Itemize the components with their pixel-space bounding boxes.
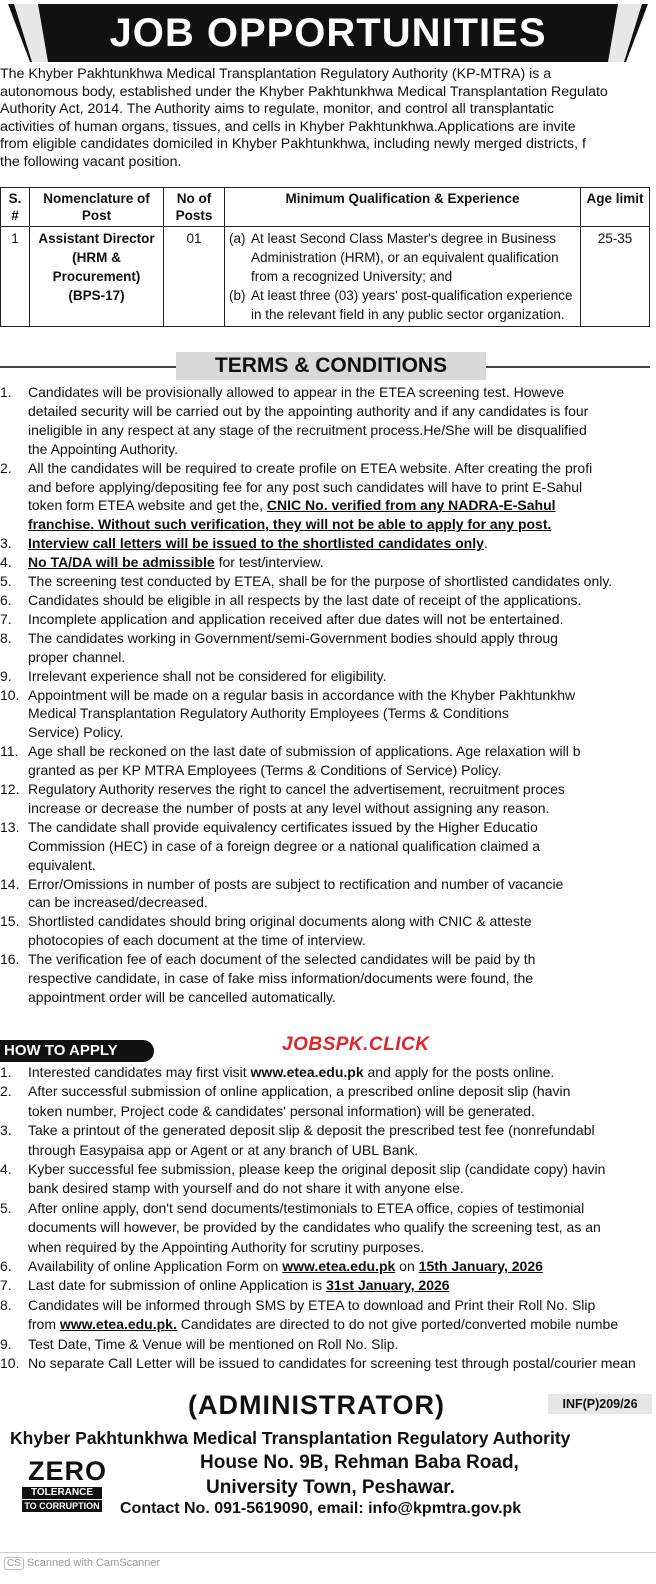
item-line: equivalent. bbox=[28, 856, 96, 873]
contact-info: Contact No. 091-5619090, email: info@kpmtra.gov.pk bbox=[120, 1500, 522, 1517]
item-line: ineligible in any respect at any stage of the recruitment process.He/She will be disqualified bbox=[28, 421, 587, 438]
list-item bbox=[0, 383, 656, 459]
item-number: 6. bbox=[0, 1258, 12, 1275]
item-line: The candidates working in Government/semi-Government bodies should apply throug bbox=[28, 629, 558, 646]
item-bold-text: CNIC No. verified from any NADRA-E-Sahul bbox=[266, 497, 556, 514]
list-item bbox=[0, 1257, 656, 1276]
item-line: detailed security will be carried out by the appointing authority and if any candidates is four bbox=[28, 402, 589, 419]
cell-qualification bbox=[225, 227, 581, 327]
item-number: 1. bbox=[0, 1064, 12, 1080]
item-number: 3. bbox=[0, 535, 12, 552]
cell-age: 25-35 bbox=[581, 227, 650, 327]
how-to-apply-heading: HOW TO APPLY bbox=[0, 1040, 154, 1062]
item-line: The candidate shall provide equivalency certificates issued by the Higher Educatio bbox=[28, 818, 538, 835]
address-line-1: House No. 9B, Rehman Baba Road, bbox=[200, 1452, 519, 1473]
website-link[interactable]: www.etea.edu.pk bbox=[250, 1064, 364, 1080]
qualification-a-text: At least Second Class Master's degree in Business Administration (HRM), or an equivalent qualification from a recognized University; and bbox=[251, 231, 559, 284]
website-link[interactable]: www.etea.edu.pk bbox=[282, 1258, 396, 1275]
organization-name: Khyber Pakhtunkhwa Medical Transplantation Regulatory Authority bbox=[10, 1428, 571, 1448]
list-item bbox=[0, 686, 656, 743]
item-number: 13. bbox=[0, 818, 20, 835]
item-line: Regulatory Authority reserves the right to cancel the advertisement, recruitment proces bbox=[28, 781, 565, 798]
administrator-title: (ADMINISTRATOR) bbox=[188, 1390, 445, 1420]
item-number: 11. bbox=[0, 743, 19, 760]
item-number: 10. bbox=[0, 686, 20, 703]
item-number: 15. bbox=[0, 913, 20, 930]
cell-sno: 1 bbox=[1, 227, 30, 327]
item-bold-text: No TA/DA will be admissible bbox=[28, 554, 215, 571]
item-line: Test Date, Time & Venue will be mentioned on Roll No. Slip. bbox=[28, 1335, 399, 1352]
item-number: 12. bbox=[0, 781, 20, 798]
list-item bbox=[0, 1160, 656, 1199]
list-item bbox=[0, 950, 656, 1007]
intro-paragraph bbox=[0, 66, 652, 171]
tolerance-text: TOLERANCE bbox=[22, 1487, 102, 1499]
item-line: Appointment will be made on a regular basis in accordance with the Khyber Pakhtunkhw bbox=[28, 686, 576, 703]
item-line: After online apply, don't send documents/testimonials to ETEA office, copies of testimonial bbox=[28, 1199, 585, 1216]
list-item bbox=[0, 1063, 656, 1082]
intro-line: from eligible candidates domiciled in Khyber Pakhtunkhwa, including newly merged districts, f bbox=[0, 136, 586, 152]
watermark: JOBSPK.CLICK bbox=[282, 1034, 430, 1055]
intro-line: autonomous body, established under the Khyber Pakhtunkhwa Medical Transplantation Regulato bbox=[0, 83, 608, 100]
item-line: can be increased/decreased. bbox=[28, 894, 208, 911]
item-line: when required by the Appointing Authority for scrutiny purposes. bbox=[28, 1238, 425, 1255]
page-title: JOB OPPORTUNITIES bbox=[109, 11, 547, 55]
item-text: from bbox=[28, 1316, 60, 1333]
vacancy-table bbox=[0, 187, 650, 327]
item-text: token form ETEA website and get the, bbox=[28, 497, 264, 514]
item-line: Error/Omissions in number of posts are subject to rectification and number of vacancie bbox=[28, 875, 564, 892]
item-number: 8. bbox=[0, 629, 12, 646]
list-item bbox=[0, 912, 656, 950]
item-text: Availability of online Application Form on bbox=[28, 1258, 283, 1275]
terms-heading: TERMS & CONDITIONS bbox=[176, 352, 486, 380]
address-line-2: University Town, Peshawar. bbox=[206, 1477, 455, 1498]
item-line: through Easypaisa app or Agent or at any branch of UBL Bank. bbox=[28, 1141, 419, 1158]
cell-posts: 01 bbox=[164, 227, 225, 327]
scanner-text: Scanned with CamScanner bbox=[26, 1557, 161, 1569]
item-text: for test/interview. bbox=[214, 554, 324, 571]
item-text: and apply for the posts online. bbox=[363, 1064, 555, 1080]
list-item bbox=[0, 459, 656, 535]
scanner-note bbox=[4, 1557, 160, 1570]
cell-post: Assistant Director (HRM & Procurement) (BPS-17) bbox=[30, 227, 164, 327]
item-number: 9. bbox=[0, 667, 12, 684]
intro-line: The Khyber Pakhtunkhwa Medical Transplantation Regulatory Authority (KP-MTRA) is a bbox=[0, 66, 552, 82]
list-item bbox=[0, 875, 656, 913]
item-number: 7. bbox=[0, 1277, 12, 1294]
item-text: Interested candidates may first visit bbox=[28, 1064, 251, 1080]
item-text: on bbox=[395, 1258, 419, 1275]
list-item bbox=[0, 572, 656, 591]
list-item bbox=[0, 1354, 656, 1373]
item-number: 5. bbox=[0, 1199, 12, 1216]
intro-line: activities of human organs, tissues, and cells in Khyber Pakhtunkhwa.Applications are invite bbox=[0, 118, 576, 135]
intro-line: the following vacant position. bbox=[0, 153, 182, 170]
terms-list bbox=[0, 383, 656, 1007]
item-line: the Appointing Authority. bbox=[28, 440, 178, 457]
item-line: The verification fee of each document of the selected candidates will be paid by th bbox=[28, 951, 536, 968]
item-bold-line: Interview call letters will be issued to the shortlisted candidates only bbox=[28, 535, 484, 552]
item-line: and before applying/depositing fee for any post such candidates will have to print E-Sahul bbox=[28, 478, 583, 495]
list-item bbox=[0, 1335, 656, 1354]
list-item bbox=[0, 1276, 656, 1295]
qualification-b-label: (b) bbox=[229, 288, 246, 303]
item-line: Take a printout of the generated deposit slip & deposit the prescribed test fee (nonrefundabl bbox=[28, 1122, 595, 1139]
item-number: 4. bbox=[0, 1161, 12, 1178]
qualification-b bbox=[229, 286, 576, 324]
item-line: Service) Policy. bbox=[28, 724, 124, 741]
item-line: Commission (HEC) in case of a foreign degree or a national qualification claimed a bbox=[28, 837, 541, 854]
item-line: Candidates should be eligible in all respects by the last date of receipt of the applications. bbox=[28, 591, 582, 608]
qualification-a-label: (a) bbox=[229, 231, 246, 246]
list-item bbox=[0, 610, 656, 629]
item-line: photocopies of each document at the time of interview. bbox=[28, 932, 366, 949]
item-line: increase or decrease the number of posts at any level without assigning any reason. bbox=[28, 799, 550, 816]
item-line: Shortlisted candidates should bring original documents along with CNIC & atteste bbox=[28, 913, 532, 930]
title-banner bbox=[8, 4, 648, 62]
item-line: Incomplete application and application received after due dates will not be entertained. bbox=[28, 610, 564, 627]
list-item bbox=[0, 1082, 656, 1121]
item-number: 7. bbox=[0, 610, 12, 627]
list-item bbox=[0, 1199, 656, 1257]
how-to-apply-list bbox=[0, 1063, 656, 1374]
item-number: 14. bbox=[0, 875, 20, 892]
table-row bbox=[1, 227, 650, 327]
item-line: Age shall be reckoned on the last date of submission of applications. Age relaxation will b bbox=[28, 743, 581, 760]
item-number: 16. bbox=[0, 951, 20, 968]
item-text: Last date for submission of online Application is bbox=[28, 1277, 327, 1294]
item-line: Candidates will be informed through SMS by ETEA to download and Print their Roll No. Slip bbox=[28, 1296, 596, 1313]
list-item bbox=[0, 553, 656, 572]
website-link[interactable]: www.etea.edu.pk. bbox=[59, 1316, 177, 1333]
item-line: Irrelevant experience shall not be considered for eligibility. bbox=[28, 667, 387, 684]
qualification-b-text: At least three (03) years' post-qualification experience in the relevant field in any public sector organization. bbox=[251, 288, 573, 322]
header-post: Nomenclature of Post bbox=[30, 188, 164, 227]
camscanner-icon: CS bbox=[4, 1557, 24, 1570]
list-item: 3. Interview call letters will be issued to the shortlisted candidates only. bbox=[0, 535, 488, 552]
item-number: 10. bbox=[0, 1355, 20, 1372]
item-line: After successful submission of online application, a prescribed online deposit slip (havin bbox=[28, 1083, 571, 1100]
item-number: 5. bbox=[0, 573, 12, 590]
list-item bbox=[0, 818, 656, 875]
item-number: 1. bbox=[0, 384, 12, 400]
item-number: 2. bbox=[0, 1083, 12, 1100]
list-item bbox=[0, 629, 656, 667]
item-line: Kyber successful fee submission, please keep the original deposit slip (candidate copy) havin bbox=[28, 1161, 606, 1178]
intro-line: Authority Act, 2014. The Authority aims to regulate, monitor, and control all transplantatic bbox=[0, 101, 555, 117]
item-text: Candidates are directed to do not give ported/converted mobile numbe bbox=[176, 1316, 619, 1333]
item-line: appointment order will be cancelled automatically. bbox=[28, 989, 336, 1005]
item-number: 9. bbox=[0, 1335, 12, 1352]
header-posts: No of Posts bbox=[164, 188, 225, 227]
footer-divider bbox=[0, 1552, 656, 1553]
list-item bbox=[0, 1296, 656, 1335]
item-line: respective candidate, in case of fake miss information/documents were found, the bbox=[28, 970, 534, 987]
item-number: 3. bbox=[0, 1122, 12, 1139]
item-line: token number, Project code & candidates' personal information) will be generated. bbox=[28, 1102, 535, 1119]
header-age: Age limit bbox=[581, 188, 650, 227]
item-number: 8. bbox=[0, 1296, 12, 1313]
last-date: 31st January, 2026 bbox=[326, 1277, 450, 1294]
item-bold-line: franchise. Without such verification, they will not be able to apply for any post. bbox=[28, 516, 552, 533]
item-number: 2. bbox=[0, 459, 12, 476]
list-item bbox=[0, 742, 656, 780]
start-date: 15th January, 2026 bbox=[418, 1258, 543, 1275]
item-line: All the candidates will be required to create profile on ETEA website. After creating the profi bbox=[28, 459, 593, 476]
header-sno: S. # bbox=[1, 188, 30, 227]
list-item bbox=[0, 591, 656, 610]
item-line: Medical Transplantation Regulatory Authority Employees (Terms & Conditions bbox=[28, 705, 509, 722]
item-line: Candidates will be provisionally allowed to appear in the ETEA screening test. Howeve bbox=[28, 384, 565, 400]
item-line: granted as per KP MTRA Employees (Terms & Conditions of Service) Policy. bbox=[28, 762, 502, 779]
zero-text: ZERO bbox=[28, 1456, 108, 1486]
corruption-text: TO CORRUPTION bbox=[22, 1500, 102, 1512]
item-line: bank desired stamp with yourself and do not share it with anyone else. bbox=[28, 1180, 464, 1197]
item-line: No separate Call Letter will be issued to candidates for screening test through postal/courier mean bbox=[28, 1355, 636, 1372]
zero-tolerance-logo bbox=[8, 1454, 118, 1516]
item-line: documents will however, be provided by the candidates who qualify the screening test, as an bbox=[28, 1219, 601, 1236]
reference-badge: INF(P)209/26 bbox=[548, 1394, 652, 1414]
list-item bbox=[0, 667, 656, 686]
qualification-a bbox=[229, 229, 576, 286]
header-qualification: Minimum Qualification & Experience bbox=[225, 188, 581, 227]
item-number: 4. bbox=[0, 554, 12, 571]
list-item bbox=[0, 780, 656, 818]
table-header-row bbox=[1, 188, 650, 227]
item-number: 6. bbox=[0, 591, 12, 608]
item-line bbox=[28, 496, 656, 515]
item-line: proper channel. bbox=[28, 648, 126, 665]
list-item bbox=[0, 1121, 656, 1160]
item-line: The screening test conducted by ETEA, shall be for the purpose of shortlisted candidates only. bbox=[28, 573, 613, 590]
